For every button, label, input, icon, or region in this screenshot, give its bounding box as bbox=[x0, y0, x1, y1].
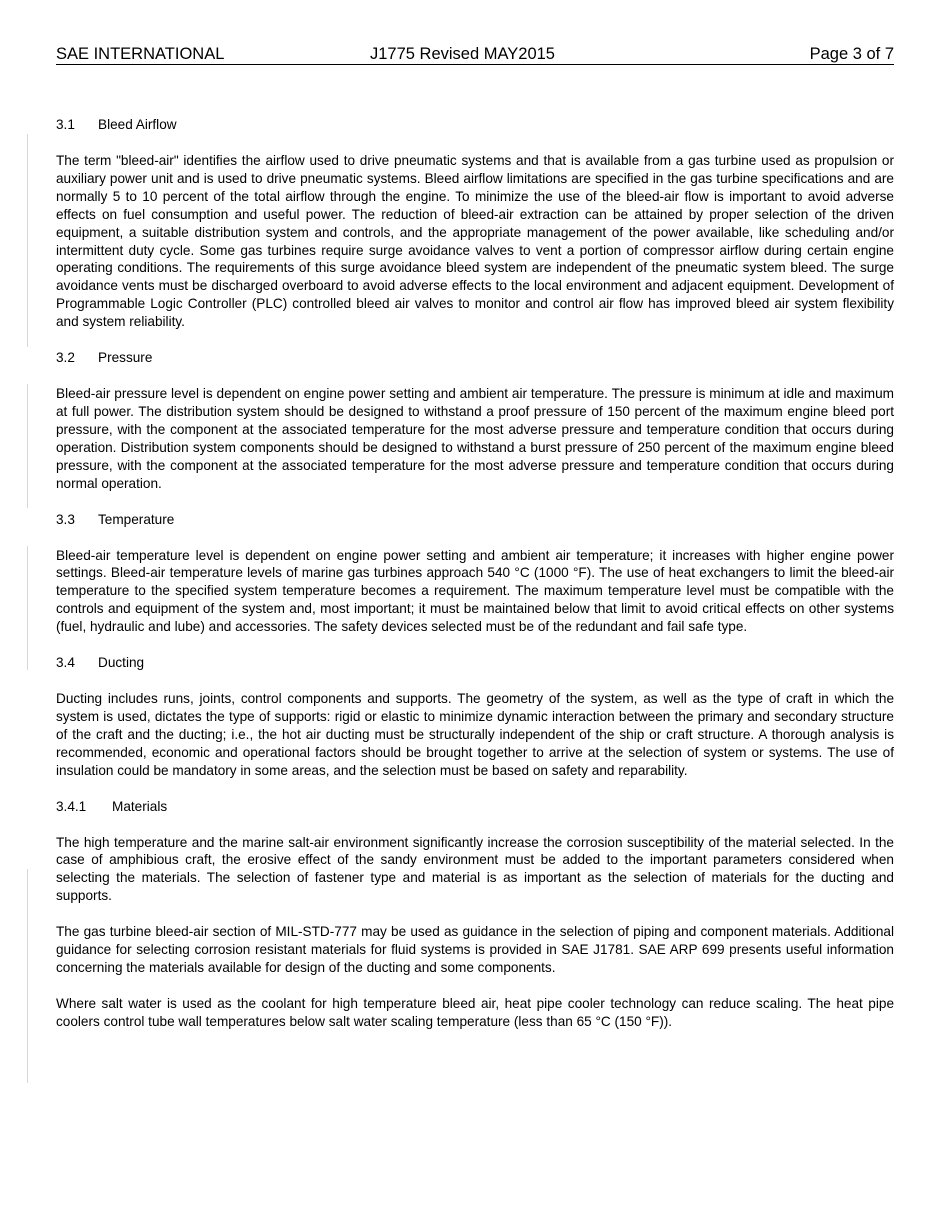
revision-bar bbox=[27, 384, 28, 508]
section-title: Bleed Airflow bbox=[98, 117, 177, 132]
section-number: 3.4 bbox=[56, 655, 75, 671]
section-number: 3.2 bbox=[56, 350, 75, 366]
document-page bbox=[56, 0, 894, 1230]
header-page-number: Page 3 of 7 bbox=[809, 45, 894, 63]
section-title: Materials bbox=[112, 798, 168, 814]
section-number: 3.3 bbox=[56, 511, 75, 527]
paragraph-materials-3: Where salt water is used as the coolant for high temperature bleed air, heat pipe cooler technology can reduce scaling. The heat pipe coolers control tube wall temperatures below salt water scaling temperature (less than 65 °C (150 °F)). bbox=[56, 995, 894, 1029]
section-heading-pressure bbox=[56, 349, 894, 367]
paragraph-ducting: Ducting includes runs, joints, control components and supports. The geometry of the system, as well as the type of craft in which the system is used, dictates the type of supports: rigid or elastic to minimize dynamic interaction between the primary and secondary structure of the craft and the ducting; i.e., the hot air ducting must be structurally independent of the ship or craft structure. A thorough analysis is recommended, economic and operational factors should be brought together to arrive at the selection of system or systems. The use of insulation could be mandatory in some areas, and the selection must be based on safety and reparability. bbox=[56, 691, 894, 778]
page-header bbox=[56, 44, 894, 65]
document-body bbox=[56, 116, 894, 1031]
paragraph-temperature: Bleed-air temperature level is dependent on engine power setting and ambient air temperature; it increases with higher engine power settings. Bleed-air temperature levels of marine gas turbines approach 540 °C (1000 °F). The use of heat exchangers to limit the bleed-air temperature to the specified system temperature becomes a requirement. The maximum temperature level must be compatible with the controls and equipment of the system and, most important; it must be maintained below that limit to avoid critical effects on other systems (fuel, hydraulic and lube) and accessories. The safety devices selected must be of the redundant and fail safe type. bbox=[56, 547, 894, 635]
header-organization: SAE INTERNATIONAL bbox=[56, 45, 225, 63]
section-heading-ducting bbox=[56, 654, 894, 672]
revision-bar bbox=[27, 546, 28, 670]
section-title: Ducting bbox=[98, 655, 145, 671]
paragraph-materials-2: The gas turbine bleed-air section of MIL-STD-777 may be used as guidance in the selection of piping and component materials. Additional guidance for selecting corrosion resistant materials for fluid systems is provided in SAE J1781. SAE ARP 699 presents useful information concerning the materials available for design of the ducting and some components. bbox=[56, 924, 894, 975]
revision-bar bbox=[27, 869, 28, 1083]
paragraph-bleed-airflow: The term "bleed-air" identifies the airflow used to drive pneumatic systems and that is available from a gas turbine used as propulsion or auxiliary power unit and is used to drive pneumatic systems. Bleed airflow limitations are specified in the gas turbine specifications and are normally 5 to 10 percent of the total airflow through the engine. To minimize the use of the bleed-air flow is important to avoid adverse effects on fuel consumption and useful power. The reduction of bleed-air extraction can be attained by proper selection of the driven equipment, a suitable distribution system and controls, and the appropriate management of the power available, like scheduling and/or intermittent duty cycle. Some gas turbines require surge avoidance valves to vent a portion of compressor airflow during certain engine operating conditions. The requirements of this surge avoidance bleed system are independent of the pneumatic system bleed. The surge avoidance vents must be discharged overboard to avoid adverse effects to the local environment and adjacent equipment. Development of Programmable Logic Controller (PLC) controlled bleed air valves to monitor and control air flow has improved bleed air system flexibility and system reliability. bbox=[56, 153, 894, 330]
section-heading-temperature bbox=[56, 511, 894, 529]
revision-bar bbox=[27, 134, 28, 347]
paragraph-materials-1: The high temperature and the marine salt-air environment significantly increase the corrosion susceptibility of the material selected. In the case of amphibious craft, the erosive effect of the sandy environment must be added to the important parameters considered when selecting the materials. The selection of fastener type and material is as important as the selection of materials for the ducting and supports. bbox=[56, 834, 894, 904]
section-title: Pressure bbox=[98, 350, 153, 366]
section-title: Temperature bbox=[98, 511, 175, 527]
section-number: 3.1 bbox=[56, 117, 75, 132]
section-heading-bleed-airflow bbox=[56, 116, 894, 134]
paragraph-pressure: Bleed-air pressure level is dependent on engine power setting and ambient air temperature. The pressure is minimum at idle and maximum at full power. The distribution system should be designed to withstand a proof pressure of 150 percent of the maximum engine bleed port pressure, with the component at the associated temperature for the most adverse pressure and temperature condition that occurs during operation. Distribution system components should be designed to withstand a burst pressure of 250 percent of the maximum engine bleed pressure, with the component at the associated temperature for the most adverse pressure and temperature condition that occurs during normal operation. bbox=[56, 386, 894, 491]
section-heading-materials bbox=[56, 798, 894, 816]
section-number: 3.4.1 bbox=[56, 798, 87, 814]
header-document-number: J1775 Revised MAY2015 bbox=[370, 45, 555, 63]
